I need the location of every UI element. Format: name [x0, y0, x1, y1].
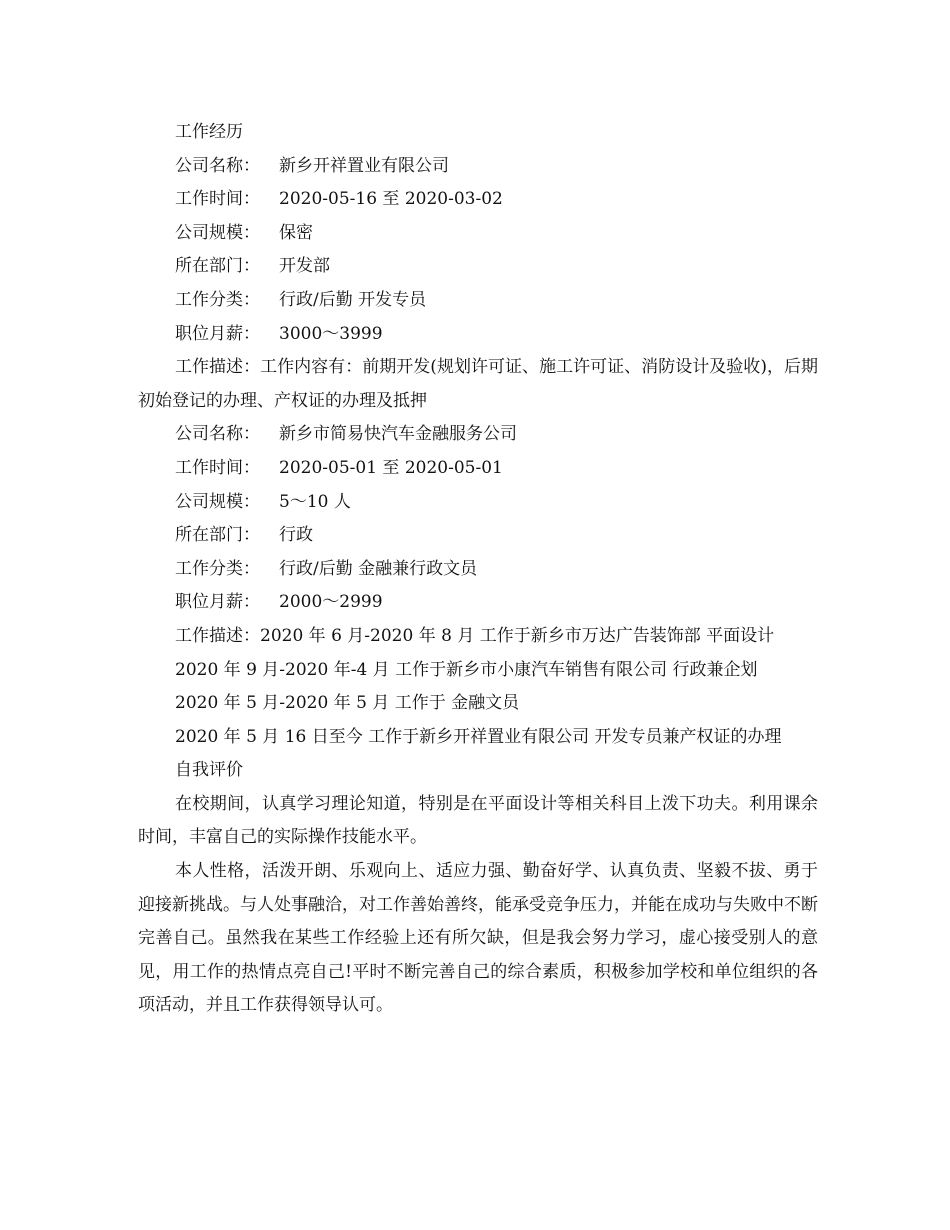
history-line: 2020 年 5 月-2020 年 5 月 工作于 金融文员 — [175, 693, 520, 714]
salary-label: 职位月薪： — [175, 323, 260, 344]
history-line: 2020 年 5 月 16 日至今 工作于新乡开祥置业有限公司 开发专员兼产权证的办理 — [175, 726, 782, 747]
description-label: 工作描述： — [175, 625, 260, 646]
time-value: 2020-05-01 至 2020-05-01 — [279, 457, 503, 478]
job-entry-2 — [138, 418, 818, 653]
time-label: 工作时间： — [175, 457, 260, 478]
size-row — [138, 217, 818, 251]
time-row — [138, 452, 818, 486]
category-label: 工作分类： — [175, 558, 260, 579]
category-row — [138, 553, 818, 587]
description-value: 工作内容有：前期开发(规划许可证、施工许可证、消防设计及验收)，后期初始登记的办理、产权证的办理及抵押 — [138, 357, 819, 411]
history-line: 2020 年 9 月-2020 年-4 月 工作于新乡市小康汽车销售有限公司 行政兼企划 — [175, 659, 758, 680]
description-row — [138, 620, 818, 654]
company-row — [138, 418, 818, 452]
size-label: 公司规模： — [175, 491, 260, 512]
company-value: 新乡市简易快汽车金融服务公司 — [279, 424, 517, 445]
company-label: 公司名称： — [175, 424, 260, 445]
time-row — [138, 183, 818, 217]
resume-page — [138, 116, 818, 1023]
description-value: 2020 年 6 月-2020 年 8 月 工作于新乡市万达广告装饰部 平面设计 — [260, 625, 775, 646]
department-label: 所在部门： — [175, 525, 260, 546]
work-history-heading: 工作经历 — [175, 122, 243, 142]
salary-label: 职位月薪： — [175, 592, 260, 613]
category-value: 行政/后勤 金融兼行政文员 — [279, 558, 478, 579]
department-value: 行政 — [279, 525, 313, 546]
size-row — [138, 486, 818, 520]
description-row — [138, 351, 818, 418]
self-evaluation-paragraph: 在校期间，认真学习理论知道，特别是在平面设计等相关科目上泼下功夫。利用课余时间，丰富自己的实际操作技能水平。 — [138, 793, 818, 848]
company-label: 公司名称： — [175, 155, 260, 176]
category-value: 行政/后勤 开发专员 — [279, 289, 427, 310]
salary-row — [138, 318, 818, 352]
department-row — [138, 250, 818, 284]
time-label: 工作时间： — [175, 189, 260, 210]
company-value: 新乡开祥置业有限公司 — [279, 155, 449, 176]
category-row — [138, 284, 818, 318]
time-value: 2020-05-16 至 2020-03-02 — [279, 189, 503, 210]
job-entry-1 — [138, 150, 818, 419]
department-value: 开发部 — [279, 256, 330, 277]
self-evaluation-paragraph: 本人性格，活泼开朗、乐观向上、适应力强、勤奋好学、认真负责、坚毅不拔、勇于迎接新挑战。与人处事融洽，对工作善始善终，能承受竞争压力，并能在成功与失败中不断完善自己。虽然我在某些工作经验上还有所欠缺，但是我会努力学习，虚心接受别人的意见，用工作的热情点亮自己!平时不断完善自己的综合素质，积极参加学校和单位组织的各项活动，并且工作获得领导认可。 — [138, 861, 818, 1016]
self-evaluation-heading: 自我评价 — [175, 760, 243, 781]
category-label: 工作分类： — [175, 289, 260, 310]
department-row — [138, 519, 818, 553]
size-value: 保密 — [279, 222, 313, 243]
salary-row — [138, 586, 818, 620]
company-row — [138, 150, 818, 184]
salary-value: 2000～2999 — [279, 592, 383, 613]
size-label: 公司规模： — [175, 222, 260, 243]
department-label: 所在部门： — [175, 256, 260, 277]
salary-value: 3000～3999 — [279, 323, 383, 344]
size-value: 5～10 人 — [279, 491, 351, 512]
description-label: 工作描述： — [175, 357, 261, 378]
